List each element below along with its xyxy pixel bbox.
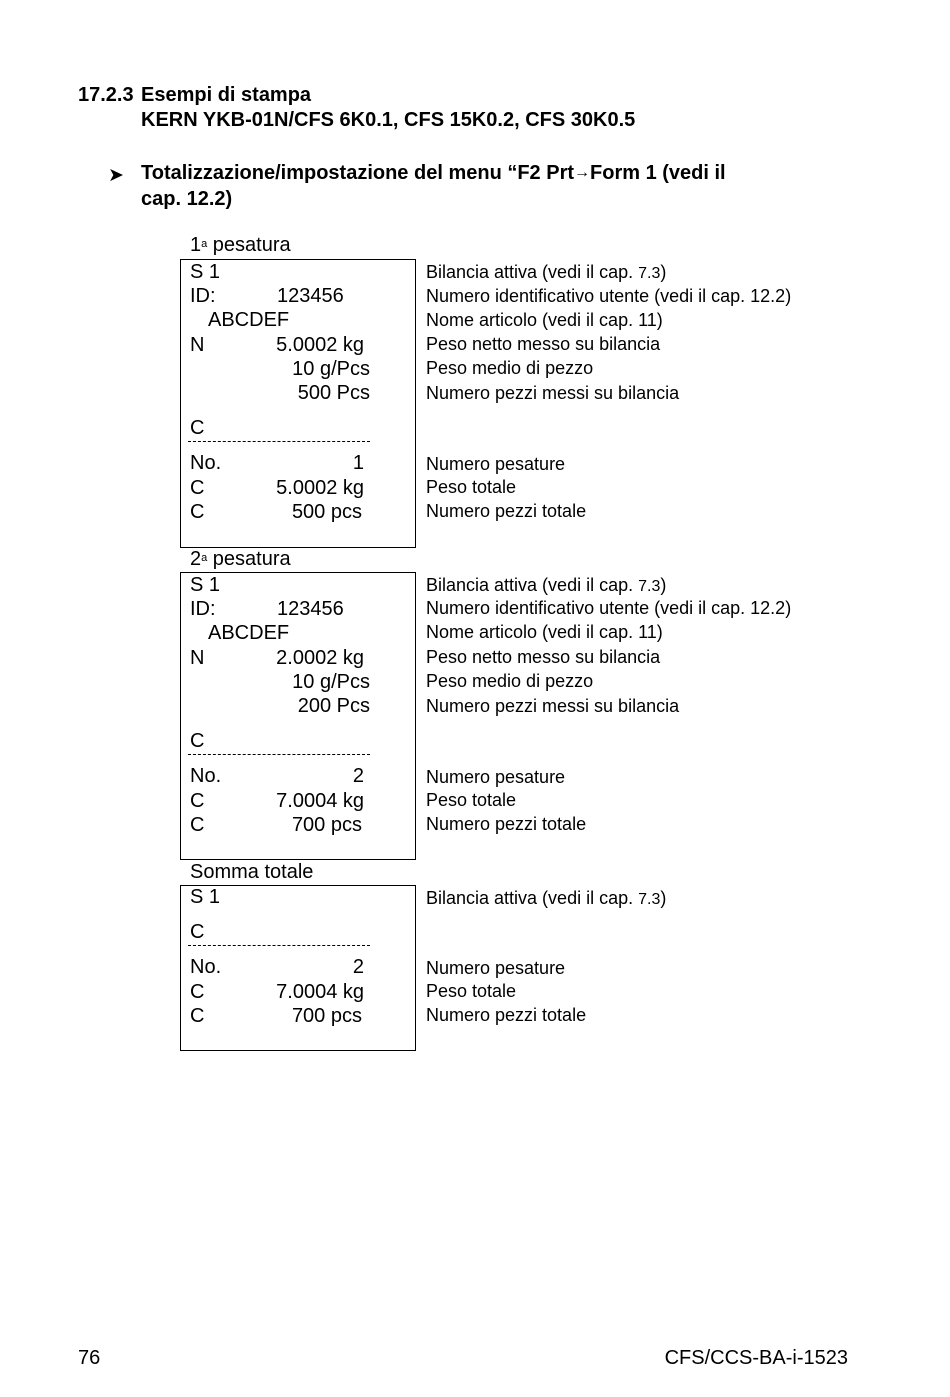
block3-ann-active-num: 7.3 — [638, 891, 661, 908]
block1-label — [190, 234, 291, 257]
block2-label-sup: a — [201, 552, 208, 564]
block3-total-pcs: 700 pcs — [291, 1005, 362, 1027]
block2-total-pcs: 700 pcs — [291, 814, 362, 836]
block1-net-weight: 5.0002 kg — [276, 334, 364, 356]
block2-ann-active-num: 7.3 — [638, 578, 661, 595]
block2-c: C — [190, 730, 205, 752]
section-subtitle: KERN YKB-01N/CFS 6K0.1, CFS 15K0.2, CFS 30K0.5 — [141, 109, 636, 131]
block3-ann-active-post: ) — [660, 888, 667, 908]
block1-separator — [188, 441, 370, 442]
bullet-text-line2: cap. 12.2) — [141, 188, 233, 210]
block2-ann-id: Numero identificativo utente (vedi il cap. 12.2) — [426, 598, 792, 618]
block2-label-text: pesatura — [207, 548, 291, 570]
block1-scale: S 1 — [190, 261, 221, 283]
block2-total-pcs-label: C — [190, 814, 205, 836]
block2-ann-net: Peso netto messo su bilancia — [426, 647, 661, 667]
block1-ann-article: Nome articolo (vedi il cap. 11) — [426, 310, 663, 330]
block3-ann-no: Numero pesature — [426, 958, 566, 978]
block2-ann-pcs-total: Numero pezzi totale — [426, 814, 587, 834]
block2-label — [190, 548, 291, 571]
block2-ann-active-post: ) — [660, 575, 667, 595]
block3-separator — [188, 945, 370, 946]
right-arrow-icon: → — [574, 164, 591, 181]
block2-avg-weight: 10 g/Pcs — [292, 671, 370, 693]
block1-n-label: N — [190, 334, 205, 356]
block2-separator — [188, 754, 370, 755]
block3-ann-weight: Peso totale — [426, 981, 517, 1001]
bullet-text-line1 — [141, 162, 726, 185]
block1-label-num: 1 — [190, 234, 202, 256]
block1-article: ABCDEF — [208, 309, 290, 331]
block2-total-label: C — [190, 790, 205, 812]
bullet-text-post: Form 1 (vedi il — [590, 162, 726, 184]
block1-ann-id: Numero identificativo utente (vedi il cap. 12.2) — [426, 286, 792, 306]
block2-ann-no: Numero pesature — [426, 767, 566, 787]
block1-ann-active-num: 7.3 — [638, 265, 661, 282]
block3-scale: S 1 — [190, 886, 221, 908]
block1-id-label: ID: — [190, 285, 216, 307]
block2-article: ABCDEF — [208, 622, 290, 644]
block2-ann-article: Nome articolo (vedi il cap. 11) — [426, 622, 663, 642]
document-code: CFS/CCS-BA-i-1523 — [664, 1347, 848, 1369]
block2-ann-active-pre: Bilancia attiva (vedi il cap. — [426, 575, 639, 595]
block1-ann-active-pre: Bilancia attiva (vedi il cap. — [426, 262, 639, 282]
block1-label-text: pesatura — [207, 234, 291, 256]
block2-ann-pcs: Numero pezzi messi su bilancia — [426, 696, 680, 716]
block3-total-pcs-label: C — [190, 1005, 205, 1027]
block1-ann-active — [426, 262, 666, 283]
block3-ann-pcs-total: Numero pezzi totale — [426, 1005, 587, 1025]
block1-c: C — [190, 417, 205, 439]
block2-total-weight: 7.0004 kg — [276, 790, 364, 812]
block2-no-value: 2 — [352, 765, 364, 787]
block1-ann-no: Numero pesature — [426, 454, 566, 474]
block2-id-label: ID: — [190, 598, 216, 620]
section-number: 17.2.3 — [78, 84, 134, 106]
block3-c: C — [190, 921, 205, 943]
bullet-text-pre: Totalizzazione/impostazione del menu “F2 Prt — [141, 162, 575, 184]
block2-ann-avg: Peso medio di pezzo — [426, 671, 594, 691]
block3-ann-active — [426, 888, 666, 909]
block1-no-value: 1 — [352, 452, 364, 474]
block3-ann-active-pre: Bilancia attiva (vedi il cap. — [426, 888, 639, 908]
block2-ann-active — [426, 575, 666, 596]
block2-label-num: 2 — [190, 548, 202, 570]
block1-ann-pcs-total: Numero pezzi totale — [426, 501, 587, 521]
block1-no-label: No. — [190, 452, 222, 474]
block2-id-value: 123456 — [277, 598, 344, 620]
block1-ann-pcs: Numero pezzi messi su bilancia — [426, 383, 680, 403]
block1-ann-avg: Peso medio di pezzo — [426, 358, 594, 378]
block1-total-label: C — [190, 477, 205, 499]
block2-n-label: N — [190, 647, 205, 669]
block1-label-sup: a — [201, 238, 208, 250]
block1-total-pcs-label: C — [190, 501, 205, 523]
block2-ann-weight: Peso totale — [426, 790, 517, 810]
block2-scale: S 1 — [190, 574, 221, 596]
arrow-bullet-icon: ➤ — [108, 165, 124, 186]
block1-avg-weight: 10 g/Pcs — [292, 358, 370, 380]
block1-total-weight: 5.0002 kg — [276, 477, 364, 499]
block2-pieces: 200 Pcs — [297, 695, 370, 717]
section-title: Esempi di stampa — [141, 84, 312, 106]
block3-no-label: No. — [190, 956, 222, 978]
block1-total-pcs: 500 pcs — [291, 501, 362, 523]
block1-ann-weight: Peso totale — [426, 477, 517, 497]
block2-net-weight: 2.0002 kg — [276, 647, 364, 669]
block3-label: Somma totale — [190, 861, 314, 883]
block3-total-weight: 7.0004 kg — [276, 981, 364, 1003]
block1-ann-active-post: ) — [660, 262, 667, 282]
block1-ann-net: Peso netto messo su bilancia — [426, 334, 661, 354]
block3-no-value: 2 — [352, 956, 364, 978]
page-number: 76 — [78, 1347, 101, 1369]
block3-total-label: C — [190, 981, 205, 1003]
block1-pieces: 500 Pcs — [297, 382, 370, 404]
block1-id-value: 123456 — [277, 285, 344, 307]
block2-no-label: No. — [190, 765, 222, 787]
